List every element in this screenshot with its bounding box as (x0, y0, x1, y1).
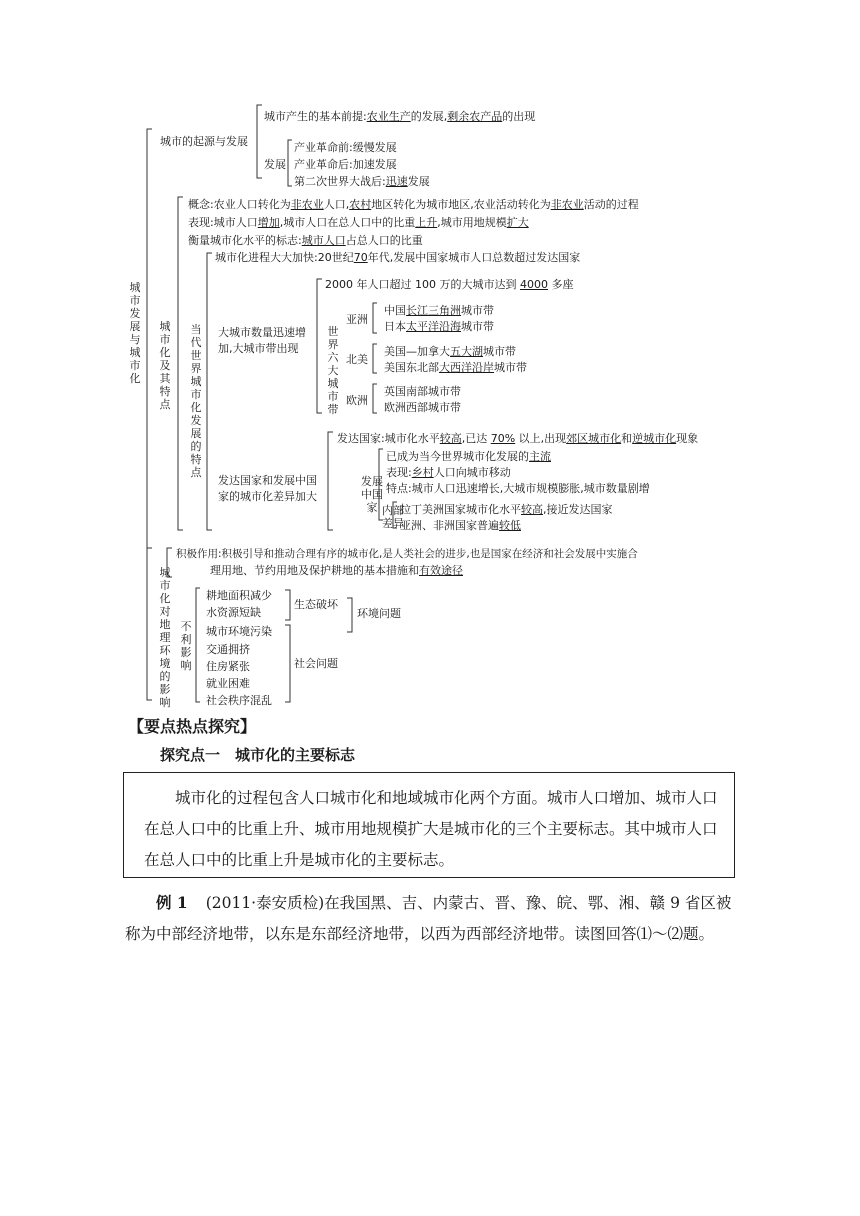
region-north-america: 北美 (346, 353, 368, 366)
social-item: 就业困难 (206, 677, 250, 690)
big-city-label-1: 大城市数量迅速增 (218, 326, 306, 339)
developing-item: 已成为当今世界城市化发展的主流 (386, 450, 551, 463)
origin-label: 城市的起源与发展 (160, 135, 248, 148)
inner-diff-item: 亚洲、非洲国家普遍较低 (400, 519, 521, 532)
eco-item: 水资源短缺 (206, 606, 261, 619)
inner-diff-label: 内部差异 (382, 504, 404, 530)
gap-label-1: 发达国家和发展中国 (218, 474, 317, 487)
belt-item: 英国南部城市带 (384, 385, 461, 398)
current-features-label: 当代世界城市化发展的特点 (190, 323, 202, 479)
region-asia: 亚洲 (346, 313, 368, 326)
origin-dev-label: 发展 (264, 158, 286, 171)
positive-line-1: 积极作用:积极引导和推动合理有序的城市化,是人类社会的进步,也是国家在经济和社会发展中实施合 (176, 548, 638, 560)
example-text: (2011·泰安质检)在我国黑、吉、内蒙古、晋、豫、皖、鄂、湘、赣 9 省区被称为中部经济地带，以东是东部经济地带，以西为西部经济地带。读图回答⑴～⑵题。 (125, 894, 732, 943)
belt-item: 欧洲西部城市带 (384, 401, 461, 414)
eco-item: 耕地面积减少 (206, 589, 272, 602)
urbanization-label: 城市化及其特点 (159, 320, 171, 411)
impact-label: 城市化对地理环境的影响 (159, 566, 171, 709)
inner-diff-item: 拉丁美洲国家城市化水平较高,接近发达国家 (400, 503, 613, 516)
developing-item: 特点:城市人口迅速增长,大城市规模膨胀,城市数量剧增 (386, 482, 650, 495)
social-item: 住房紧张 (206, 660, 250, 673)
gap-label-2: 家的城市化差异加大 (218, 490, 317, 503)
big-city-count: 2000 年人口超过 100 万的大城市达到 4000 多座 (325, 278, 574, 291)
measure-line: 衡量城市化水平的标志:城市人口占总人口的比重 (188, 234, 423, 247)
point-title: 探究点一 城市化的主要标志 (160, 746, 356, 764)
section-title: 【要点热点探究】 (128, 717, 257, 736)
social-item: 城市环境污染 (206, 625, 272, 638)
developing-item: 表现:乡村人口向城市移动 (386, 466, 511, 479)
belt-item: 美国东北部大西洋沿岸城市带 (384, 361, 527, 374)
concept-line: 概念:农业人口转化为非农业人口,农村地区转化为城市地区,农业活动转化为非农业活动的过程 (188, 198, 639, 211)
key-point-box (123, 772, 735, 878)
example-paragraph (125, 887, 735, 950)
region-europe: 欧洲 (346, 394, 368, 407)
origin-dev-item: 第二次世界大战后:迅速发展 (294, 175, 430, 188)
eco-label: 生态破坏 (294, 598, 338, 611)
env-label: 环境问题 (357, 607, 401, 620)
belt-item: 美国—加拿大五大湖城市带 (384, 345, 516, 358)
six-belts-label: 世界六大城市带 (327, 325, 339, 416)
origin-dev-item: 产业革命前:缓慢发展 (294, 141, 397, 154)
example-label: 例 1 (156, 893, 188, 912)
key-point-text: 城市化的过程包含人口城市化和地域城市化两个方面。城市人口增加、城市人口在总人口中的比重上升、城市用地规模扩大是城市化的三个主要标志。其中城市人口在总人口中的比重上升是城市化的主要标志。 (144, 789, 718, 869)
root-label: 城市发展与城市化 (129, 281, 141, 385)
belt-item: 日本太平洋沿海城市带 (384, 320, 494, 333)
positive-line-2: 理用地、节约用地及保护耕地的基本措施和有效途径 (210, 564, 463, 577)
big-city-label-2: 加,大城市带出现 (218, 342, 299, 355)
social-item: 社会秩序混乱 (206, 694, 272, 707)
accel-line: 城市化进程大大加快:20世纪70年代,发展中国家城市人口总数超过发达国家 (215, 251, 581, 264)
social-label: 社会问题 (294, 657, 338, 670)
negative-label: 不利影响 (180, 620, 192, 672)
belt-item: 中国长江三角洲城市带 (384, 304, 494, 317)
show-line: 表现:城市人口增加,城市人口在总人口中的比重上升,城市用地规模扩大 (188, 216, 529, 229)
social-item: 交通拥挤 (206, 643, 250, 656)
origin-dev-item: 产业革命后:加速发展 (294, 158, 397, 171)
developing-label: 发展中国家 (361, 475, 383, 514)
origin-premise: 城市产生的基本前提:农业生产的发展,剩余农产品的出现 (264, 110, 536, 123)
developed-line: 发达国家:城市化水平较高,已达 70% 以上,出现郊区城市化和逆城市化现象 (337, 432, 699, 445)
